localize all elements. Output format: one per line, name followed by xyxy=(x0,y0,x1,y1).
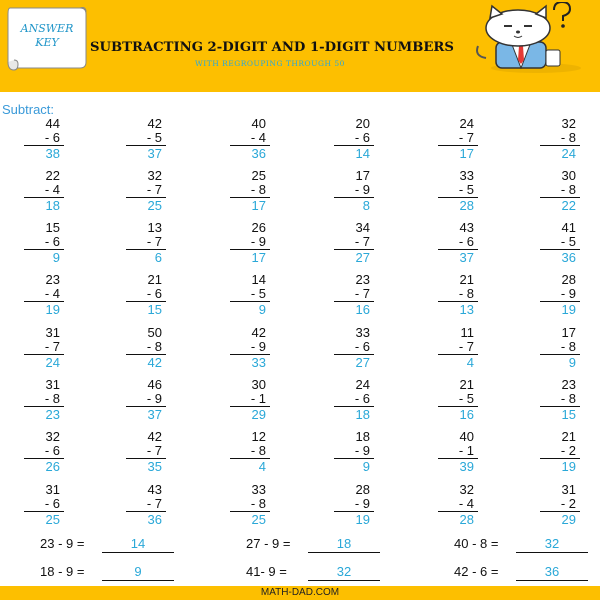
subtraction-problem xyxy=(24,325,64,375)
horizontal-problem xyxy=(40,564,176,582)
subtrahend: - 9 xyxy=(354,182,370,197)
minuend: 31 xyxy=(561,482,576,497)
subtraction-problem xyxy=(438,272,478,322)
subtraction-problem xyxy=(334,272,374,322)
answer: 36 xyxy=(251,146,266,161)
cat-mascot-icon xyxy=(466,2,591,74)
subtraction-problem xyxy=(540,220,580,270)
minuend: 21 xyxy=(459,377,474,392)
subtrahend: - 8 xyxy=(560,130,576,145)
subtraction-problem xyxy=(438,482,478,532)
subtraction-problem xyxy=(438,220,478,270)
minuend: 15 xyxy=(45,220,60,235)
minuend: 41 xyxy=(561,220,576,235)
answer: 9 xyxy=(568,355,576,370)
minuend: 23 xyxy=(355,272,370,287)
subtraction-problem xyxy=(230,482,270,532)
subtrahend: - 9 xyxy=(250,234,266,249)
subtrahend: - 8 xyxy=(458,286,474,301)
subtrahend: - 7 xyxy=(44,339,60,354)
answer: 19 xyxy=(45,302,60,317)
minuend: 21 xyxy=(459,272,474,287)
subtraction-problem xyxy=(24,168,64,218)
minuend: 14 xyxy=(251,272,266,287)
horizontal-problem xyxy=(246,536,382,554)
minuend: 18 xyxy=(355,429,370,444)
subtrahend: - 8 xyxy=(44,391,60,406)
answer: 22 xyxy=(561,198,576,213)
subtrahend: - 8 xyxy=(250,443,266,458)
answer: 38 xyxy=(45,146,60,161)
answer: 25 xyxy=(147,198,162,213)
subtraction-problem xyxy=(540,272,580,322)
subtrahend: - 1 xyxy=(458,443,474,458)
subtrahend: - 6 xyxy=(354,391,370,406)
subtraction-problem xyxy=(24,116,64,166)
answer-line xyxy=(516,580,588,581)
subtrahend: - 6 xyxy=(354,130,370,145)
expression: 42 - 6 = xyxy=(454,564,499,579)
subtraction-problem xyxy=(24,482,64,532)
subtrahend: - 8 xyxy=(560,391,576,406)
subtrahend: - 2 xyxy=(560,496,576,511)
minuend: 40 xyxy=(251,116,266,131)
answer: 37 xyxy=(147,407,162,422)
subtraction-problem xyxy=(438,116,478,166)
answer-key-line2: KEY xyxy=(35,36,59,49)
minuend: 26 xyxy=(251,220,266,235)
minuend: 13 xyxy=(147,220,162,235)
answer: 17 xyxy=(251,250,266,265)
subtraction-problem xyxy=(438,325,478,375)
minuend: 32 xyxy=(147,168,162,183)
subtraction-problem xyxy=(126,377,166,427)
subtraction-problem xyxy=(334,220,374,270)
answer: 35 xyxy=(147,459,162,474)
subtraction-problem xyxy=(24,429,64,479)
subtraction-problem xyxy=(334,116,374,166)
subtraction-problem xyxy=(230,325,270,375)
minuend: 31 xyxy=(45,377,60,392)
subtraction-problem xyxy=(24,377,64,427)
subtraction-problem xyxy=(230,168,270,218)
answer: 39 xyxy=(459,459,474,474)
subtrahend: - 9 xyxy=(250,339,266,354)
minuend: 42 xyxy=(251,325,266,340)
answer: 4 xyxy=(466,355,474,370)
subtraction-problem xyxy=(126,429,166,479)
answer-line xyxy=(102,552,174,553)
minuend: 11 xyxy=(460,325,474,340)
subtrahend: - 1 xyxy=(250,391,266,406)
header-banner xyxy=(0,0,600,92)
subtraction-problem xyxy=(126,116,166,166)
answer-key-label xyxy=(10,22,84,50)
minuend: 42 xyxy=(147,429,162,444)
minuend: 24 xyxy=(459,116,474,131)
answer: 9 xyxy=(52,250,60,265)
answer: 18 xyxy=(45,198,60,213)
subtrahend: - 6 xyxy=(44,496,60,511)
answer: 23 xyxy=(45,407,60,422)
answer: 27 xyxy=(355,355,370,370)
answer: 24 xyxy=(45,355,60,370)
subtraction-problem xyxy=(540,482,580,532)
minuend: 43 xyxy=(147,482,162,497)
minuend: 31 xyxy=(45,482,60,497)
instructions-label: Subtract: xyxy=(2,102,55,117)
subtrahend: - 6 xyxy=(458,234,474,249)
minuend: 30 xyxy=(561,168,576,183)
horizontal-problem xyxy=(454,536,590,554)
answer: 36 xyxy=(561,250,576,265)
answer: 16 xyxy=(459,407,474,422)
minuend: 33 xyxy=(251,482,266,497)
subtraction-problem xyxy=(540,429,580,479)
answer-key-scroll xyxy=(4,4,88,72)
answer: 25 xyxy=(251,512,266,527)
answer: 37 xyxy=(459,250,474,265)
subtrahend: - 4 xyxy=(250,130,266,145)
minuend: 46 xyxy=(147,377,162,392)
subtraction-problem xyxy=(126,168,166,218)
subtraction-problem xyxy=(540,116,580,166)
answer: 6 xyxy=(154,250,162,265)
answer: 13 xyxy=(459,302,474,317)
minuend: 42 xyxy=(147,116,162,131)
answer: 24 xyxy=(561,146,576,161)
horizontal-problem xyxy=(40,536,176,554)
expression: 27 - 9 = xyxy=(246,536,291,551)
answer: 8 xyxy=(362,198,370,213)
subtraction-problem xyxy=(230,377,270,427)
subtrahend: - 8 xyxy=(560,182,576,197)
answer: 14 xyxy=(130,536,146,551)
answer: 18 xyxy=(355,407,370,422)
subtrahend: - 8 xyxy=(560,339,576,354)
subtraction-problem xyxy=(334,482,374,532)
subtrahend: - 7 xyxy=(458,339,474,354)
minuend: 33 xyxy=(459,168,474,183)
answer: 9 xyxy=(134,564,142,579)
answer: 26 xyxy=(45,459,60,474)
expression: 18 - 9 = xyxy=(40,564,85,579)
answer: 32 xyxy=(544,536,560,551)
answer: 9 xyxy=(258,302,266,317)
subtrahend: - 7 xyxy=(146,182,162,197)
subtrahend: - 6 xyxy=(44,234,60,249)
subtrahend: - 7 xyxy=(146,496,162,511)
answer: 19 xyxy=(355,512,370,527)
minuend: 32 xyxy=(561,116,576,131)
minuend: 34 xyxy=(355,220,370,235)
page-subtitle: WITH REGROUPING THROUGH 50 xyxy=(195,59,345,68)
subtrahend: - 6 xyxy=(146,286,162,301)
subtrahend: - 5 xyxy=(458,391,474,406)
minuend: 20 xyxy=(355,116,370,131)
subtrahend: - 9 xyxy=(354,496,370,511)
subtrahend: - 8 xyxy=(250,496,266,511)
minuend: 30 xyxy=(251,377,266,392)
subtrahend: - 5 xyxy=(146,130,162,145)
answer: 25 xyxy=(45,512,60,527)
subtraction-problem xyxy=(438,168,478,218)
footer-site: MATH-DAD.COM xyxy=(0,586,600,600)
page-title: SUBTRACTING 2-DIGIT AND 1-DIGIT NUMBERS xyxy=(90,40,454,55)
expression: 23 - 9 = xyxy=(40,536,85,551)
answer: 17 xyxy=(459,146,474,161)
subtrahend: - 7 xyxy=(354,286,370,301)
answer: 15 xyxy=(561,407,576,422)
answer: 15 xyxy=(147,302,162,317)
subtraction-problem xyxy=(540,168,580,218)
subtraction-problem xyxy=(438,429,478,479)
minuend: 33 xyxy=(355,325,370,340)
subtraction-problem xyxy=(230,272,270,322)
subtraction-problem xyxy=(230,429,270,479)
minuend: 23 xyxy=(45,272,60,287)
minuend: 32 xyxy=(459,482,474,497)
subtraction-problem xyxy=(126,272,166,322)
subtrahend: - 5 xyxy=(250,286,266,301)
answer: 32 xyxy=(336,564,352,579)
subtrahend: - 9 xyxy=(146,391,162,406)
answer: 27 xyxy=(355,250,370,265)
answer: 28 xyxy=(459,198,474,213)
minuend: 25 xyxy=(251,168,266,183)
answer: 19 xyxy=(561,459,576,474)
subtrahend: - 9 xyxy=(354,443,370,458)
subtrahend: - 2 xyxy=(560,443,576,458)
answer: 42 xyxy=(147,355,162,370)
minuend: 22 xyxy=(45,168,60,183)
answer: 29 xyxy=(251,407,266,422)
minuend: 17 xyxy=(355,168,370,183)
minuend: 32 xyxy=(45,429,60,444)
subtrahend: - 6 xyxy=(44,443,60,458)
subtraction-problem xyxy=(230,220,270,270)
subtraction-problem xyxy=(334,377,374,427)
answer: 36 xyxy=(544,564,560,579)
answer: 4 xyxy=(258,459,266,474)
answer-key-line1: ANSWER xyxy=(20,22,74,35)
subtrahend: - 7 xyxy=(146,234,162,249)
subtrahend: - 7 xyxy=(146,443,162,458)
answer: 33 xyxy=(251,355,266,370)
expression: 40 - 8 = xyxy=(454,536,499,551)
minuend: 23 xyxy=(561,377,576,392)
answer: 36 xyxy=(147,512,162,527)
minuend: 24 xyxy=(355,377,370,392)
minuend: 17 xyxy=(561,325,576,340)
minuend: 21 xyxy=(561,429,576,444)
answer: 16 xyxy=(355,302,370,317)
minuend: 43 xyxy=(459,220,474,235)
subtrahend: - 9 xyxy=(560,286,576,301)
subtraction-problem xyxy=(24,272,64,322)
subtraction-problem xyxy=(126,482,166,532)
subtraction-problem xyxy=(540,325,580,375)
minuend: 44 xyxy=(45,116,60,131)
subtrahend: - 4 xyxy=(458,496,474,511)
minuend: 50 xyxy=(147,325,162,340)
subtrahend: - 6 xyxy=(354,339,370,354)
answer-line xyxy=(308,580,380,581)
horizontal-problem xyxy=(454,564,590,582)
answer: 14 xyxy=(355,146,370,161)
minuend: 21 xyxy=(147,272,162,287)
subtrahend: - 7 xyxy=(354,234,370,249)
subtrahend: - 4 xyxy=(44,182,60,197)
subtraction-problem xyxy=(540,377,580,427)
answer-line xyxy=(516,552,588,553)
answer: 19 xyxy=(561,302,576,317)
answer: 28 xyxy=(459,512,474,527)
subtrahend: - 8 xyxy=(250,182,266,197)
subtrahend: - 6 xyxy=(44,130,60,145)
minuend: 31 xyxy=(45,325,60,340)
subtraction-problem xyxy=(438,377,478,427)
subtraction-problem xyxy=(334,325,374,375)
subtraction-problem xyxy=(126,325,166,375)
answer: 37 xyxy=(147,146,162,161)
minuend: 12 xyxy=(251,429,266,444)
expression: 41- 9 = xyxy=(246,564,287,579)
answer: 18 xyxy=(336,536,352,551)
subtrahend: - 7 xyxy=(458,130,474,145)
answer: 9 xyxy=(362,459,370,474)
subtrahend: - 4 xyxy=(44,286,60,301)
subtrahend: - 5 xyxy=(458,182,474,197)
subtraction-problem xyxy=(24,220,64,270)
subtrahend: - 5 xyxy=(560,234,576,249)
subtraction-problem xyxy=(126,220,166,270)
subtrahend: - 8 xyxy=(146,339,162,354)
subtraction-problem xyxy=(230,116,270,166)
subtraction-problem xyxy=(334,168,374,218)
minuend: 28 xyxy=(355,482,370,497)
subtraction-problem xyxy=(334,429,374,479)
answer-line xyxy=(102,580,174,581)
minuend: 28 xyxy=(561,272,576,287)
horizontal-problem xyxy=(246,564,382,582)
minuend: 40 xyxy=(459,429,474,444)
answer: 17 xyxy=(251,198,266,213)
answer: 29 xyxy=(561,512,576,527)
answer-line xyxy=(308,552,380,553)
